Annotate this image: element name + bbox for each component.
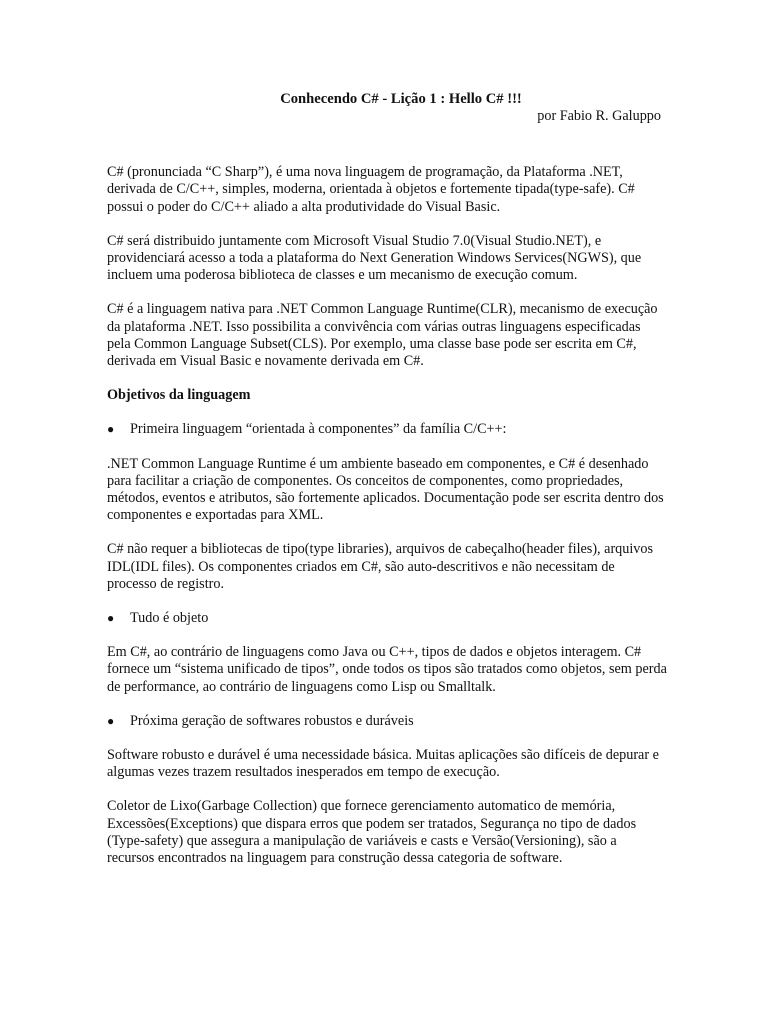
components-paragraph-2: C# não requer a bibliotecas de tipo(type libraries), arquivos de cabeçalho(header files), arquivos IDL(IDL files). Os componentes criados em C#, são auto-descritivos e não necessitam de processo de registro. — [107, 541, 654, 592]
intro-paragraph-1: C# (pronunciada “C Sharp”), é uma nova linguagem de programação, da Plataforma .NET, derivada de C/C++, simples, moderna, orientada à objetos e fortemente tipada(type-safe). C# possui o poder do C/C++ aliado a alta produtividade do Visual Basic. — [107, 164, 635, 215]
bullet-icon: ● — [107, 611, 115, 626]
document-author: por Fabio R. Galuppo — [537, 108, 661, 124]
bullet-item-objects — [107, 610, 667, 627]
robust-paragraph-2: Coletor de Lixo(Garbage Collection) que fornece gerenciamento automatico de memória, Excessões(Exceptions) que dispara erros que podem ser tratados, Segurança no tipo de dados (Type-safety) que assegura a manipulação de variáveis e casts e Versão(Versioning), são a recursos encontrados na linguagem para construção dessa categoria de software. — [107, 798, 637, 867]
bullet-icon: ● — [107, 422, 115, 437]
document-body — [107, 90, 667, 867]
intro-paragraph-2: C# será distribuido juntamente com Microsoft Visual Studio 7.0(Visual Studio.NET), e providenciará acesso a toda a plataforma do Next Generation Windows Services(NGWS), que incluem uma poderosa biblioteca de classes e um mecanismo de execução comum. — [107, 232, 642, 284]
components-paragraph-1: .NET Common Language Runtime é um ambiente baseado em componentes, e C# é desenhado para facilitar a criação de componentes. Os conceitos de componentes, como propriedades, métodos, eventos e atributos, são fortemente aplicados. Documentação pode ser escrita dentro dos componentes e exportadas para XML. — [107, 455, 664, 524]
robust-paragraph-1: Software robusto e durável é uma necessidade básica. Muitas aplicações são difíceis de depurar e algumas vezes trazem resultados inesperados em tempo de execução. — [107, 747, 659, 781]
spacer — [107, 125, 667, 164]
document-title: Conhecendo C# - Lição 1 : Hello C# !!! — [280, 91, 522, 107]
bullet-icon: ● — [107, 713, 115, 728]
bullet-item-robust-software — [107, 713, 667, 730]
bullet-text: Primeira linguagem “orientada à componentes” da família C/C++: — [130, 421, 507, 438]
objects-paragraph-1: Em C#, ao contrário de linguagens como Java ou C++, tipos de dados e objetos interagem. C# fornece um “sistema unificado de tipos”, onde todos os tipos são tratados como objetos, sem perda de performance, ao contrário de linguagens como Lisp ou Smalltalk. — [107, 644, 667, 695]
bullet-item-components — [107, 421, 667, 438]
section-heading: Objetivos da linguagem — [107, 387, 251, 404]
intro-paragraph-3: C# é a linguagem nativa para .NET Common Language Runtime(CLR), mecanismo de execução da plataforma .NET. Isso possibilita a convivência com várias outras linguagens especificadas pela Common Language Subset(CLS). Por exemplo, uma classe base pode ser escrita em C#, derivada em Visual Basic e novamente derivada em C#. — [107, 301, 658, 370]
bullet-text: Próxima geração de softwares robustos e duráveis — [130, 712, 414, 729]
bullet-text: Tudo é objeto — [130, 610, 209, 627]
